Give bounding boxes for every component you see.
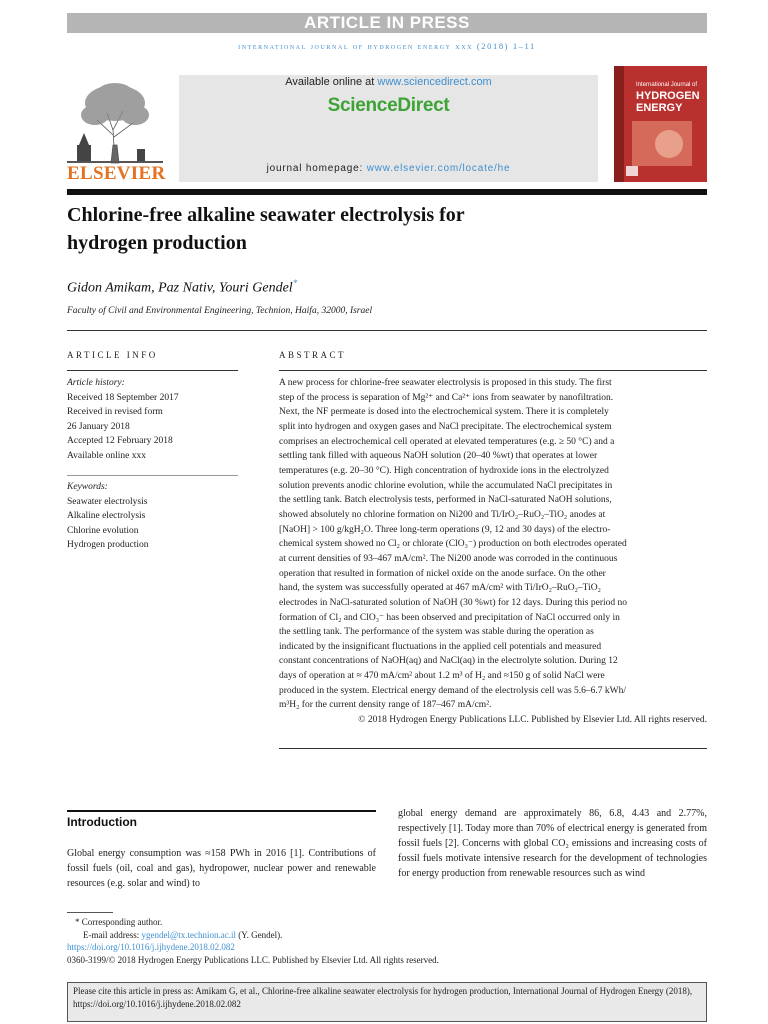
abstract-end-rule	[279, 748, 707, 749]
article-in-press-banner: ARTICLE IN PRESS	[67, 13, 707, 33]
elsevier-wordmark: ELSEVIER	[67, 163, 166, 184]
footnote-block	[67, 916, 707, 966]
corresponding-author: * Corresponding author.	[75, 917, 163, 927]
available-prefix: Available online at	[285, 76, 375, 88]
abstract-line: at current densities of 93–467 mA/cm². The Ni200 anode was corroded in the continuous	[279, 553, 618, 564]
abstract-line: the settling tank. The performance of the system was stable during the operation as	[279, 627, 594, 638]
article-history	[67, 376, 179, 464]
keywords-rule	[67, 475, 238, 476]
sciencedirect-link[interactable]: www.sciencedirect.com	[377, 76, 492, 88]
cover-energy: ENERGY	[636, 102, 683, 114]
available-online	[179, 76, 598, 88]
email-label: E-mail address:	[83, 929, 140, 940]
history-label: Article history:	[67, 378, 125, 388]
abstract-line: days of operation at ≈ 470 mA/cm² about 1.2 m³ of H₂ and ≈150 g of solid NaCl were	[279, 671, 605, 682]
history-item: Received 18 September 2017	[67, 392, 179, 403]
issn-line: 0360-3199/© 2018 Hydrogen Energy Publications LLC. Published by Elsevier Ltd. All rights reserved.	[67, 954, 439, 965]
header-divider	[67, 189, 707, 195]
email-line	[67, 929, 707, 942]
author-names: Gidon Amikam, Paz Nativ, Youri Gendel	[67, 280, 293, 296]
affiliation-divider	[67, 330, 707, 331]
keyword: Alkaline electrolysis	[67, 511, 146, 522]
homepage-prefix: journal homepage:	[266, 163, 364, 174]
title-line-2: hydrogen production	[67, 232, 247, 254]
cover-journal-label: International Journal of	[636, 82, 698, 88]
history-item: Accepted 12 February 2018	[67, 436, 173, 447]
abstract-rule	[279, 370, 707, 371]
abstract-line: settling tank filled with aqueous NaOH solution (20–40 %wt) that operates at lower	[279, 451, 598, 462]
abstract-line: the settling tank. Batch electrolysis tests, performed in NaCl-saturated NaOH solutions,	[279, 495, 612, 506]
keyword: Hydrogen production	[67, 540, 149, 551]
abstract-copyright: © 2018 Hydrogen Energy Publications LLC. Published by Elsevier Ltd. All rights reserved.	[358, 715, 707, 726]
abstract-line: solution prevents anodic chlorine evolution, while the accumulated NaCl precipitates in	[279, 480, 613, 491]
abstract-line: temperatures (e.g. 20–30 °C). High concentration of hydroxide ions in the electrolyzed	[279, 465, 609, 476]
citation-box: Please cite this article in press as: Amikam G, et al., Chlorine-free alkaline seawater electrolysis for hydrogen production, International Journal of Hydrogen Energy (2018), https://doi.org/10.1016/j.ijhydene.2018.02.082	[67, 982, 707, 1022]
introduction-rule	[67, 810, 376, 812]
abstract-line: chemical system showed no Cl₂ or chlorate (ClO₃⁻) production on both electrodes operated	[279, 539, 627, 550]
sciencedirect-logo: ScienceDirect	[327, 95, 450, 116]
article-info-rule	[67, 370, 238, 371]
doi-link[interactable]: https://doi.org/10.1016/j.ijhydene.2018.02.082	[67, 942, 235, 953]
abstract-line: Next, the NF permeate is dosed into the electrochemical system. There it is completely	[279, 407, 609, 418]
authors	[67, 278, 297, 297]
abstract-line: electrodes in NaCl-saturated solution of NaOH (30 %wt) for 12 days. During this period no	[279, 597, 627, 608]
abstract-body	[279, 376, 707, 728]
abstract-heading: ABSTRACT	[279, 350, 347, 360]
abstract-line: indicated by the insignificant fluctuations in the applied cell potentials and measured	[279, 641, 602, 652]
keywords-label: Keywords:	[67, 482, 108, 492]
homepage-link[interactable]: www.elsevier.com/locate/he	[366, 163, 511, 174]
abstract-line: comprises an electrochemical cell operated at elevated temperatures (e.g. ≥ 50 °C) and a	[279, 436, 615, 447]
abstract-line: step of the process is separation of Mg²⁺ and Ca²⁺ ions from seawater by nanofiltration.	[279, 392, 614, 403]
abstract-line: m³H₂ for the current density range of 187–467 mA/cm².	[279, 700, 492, 711]
affiliation: Faculty of Civil and Environmental Engineering, Technion, Haifa, 32000, Israel	[67, 306, 373, 316]
introduction-right-column: global energy demand are approximately 86, 6.8, 4.43 and 2.77%, respectively [1]. Today more than 70% of electrical energy is generated from fossil fuels [2]. Concerns with global CO₂ emissions and increasing costs of fossil fuels motivate intensive research for the development of technologies for energy production from renewable resources such as wind	[398, 808, 707, 879]
article-title	[67, 201, 667, 257]
title-line-1: Chlorine-free alkaline seawater electrolysis for	[67, 204, 465, 226]
history-item: Received in revised form	[67, 407, 163, 418]
keywords	[67, 480, 149, 553]
abstract-line: split into hydrogen and oxygen gases and NaCl precipitate. The electrochemical system	[279, 421, 612, 432]
abstract-line: formation of Cl₂ and ClO₃⁻ has been observed and precipitation of NaCl occurred only in	[279, 612, 620, 623]
abstract-line: showed absolutely no chlorine formation on Ni200 and Ti/IrO₂–RuO₂–TiO₂ anodes at	[279, 509, 606, 520]
abstract-line: A new process for chlorine-free seawater electrolysis is proposed in this study. The first	[279, 378, 612, 388]
email-suffix: (Y. Gendel).	[238, 929, 283, 940]
corresponding-mark[interactable]: *	[292, 278, 298, 288]
footnote-rule	[67, 912, 113, 913]
abstract-line: [NaOH] > 100 g/kgH₂O. Three long-term operations (9, 12 and 30 days) of the electro-	[279, 524, 611, 535]
keyword: Seawater electrolysis	[67, 496, 148, 507]
journal-cover-image	[614, 66, 707, 182]
abstract-line: hand, the system was successfully operated at 467 mA/cm² with Ti/IrO₂–RuO₂–TiO₂	[279, 583, 601, 594]
abstract-line: constant concentrations of NaOH(aq) and NaCl(aq) in the electrolyte solution. During 12	[279, 656, 618, 667]
journal-homepage	[179, 163, 598, 174]
history-item: Available online xxx	[67, 450, 146, 461]
article-info-heading: ARTICLE INFO	[67, 350, 158, 360]
keyword: Chlorine evolution	[67, 525, 139, 536]
introduction-left-column: Global energy consumption was ≈158 PWh in 2016 [1]. Contributions of fossil fuels (oil, coal and gas), hydropower, nuclear power and renewable resources (e.g. solar and wind) to	[67, 848, 376, 889]
journal-running-header: international journal of hydrogen energy xxx (2018) 1–11	[238, 41, 536, 51]
cover-hydrogen: HYDROGEN	[636, 90, 700, 102]
introduction-heading: Introduction	[67, 815, 137, 829]
abstract-line: operation that resulted in formation of nickel oxide on the anode surface. On the other	[279, 568, 606, 579]
abstract-line: produced in the system. Electrical energy demand of the electrolysis cell was 5.6–6.7 kWh/	[279, 685, 626, 696]
email-link[interactable]: ygendel@tx.technion.ac.il	[141, 929, 236, 940]
history-item: 26 January 2018	[67, 421, 130, 432]
